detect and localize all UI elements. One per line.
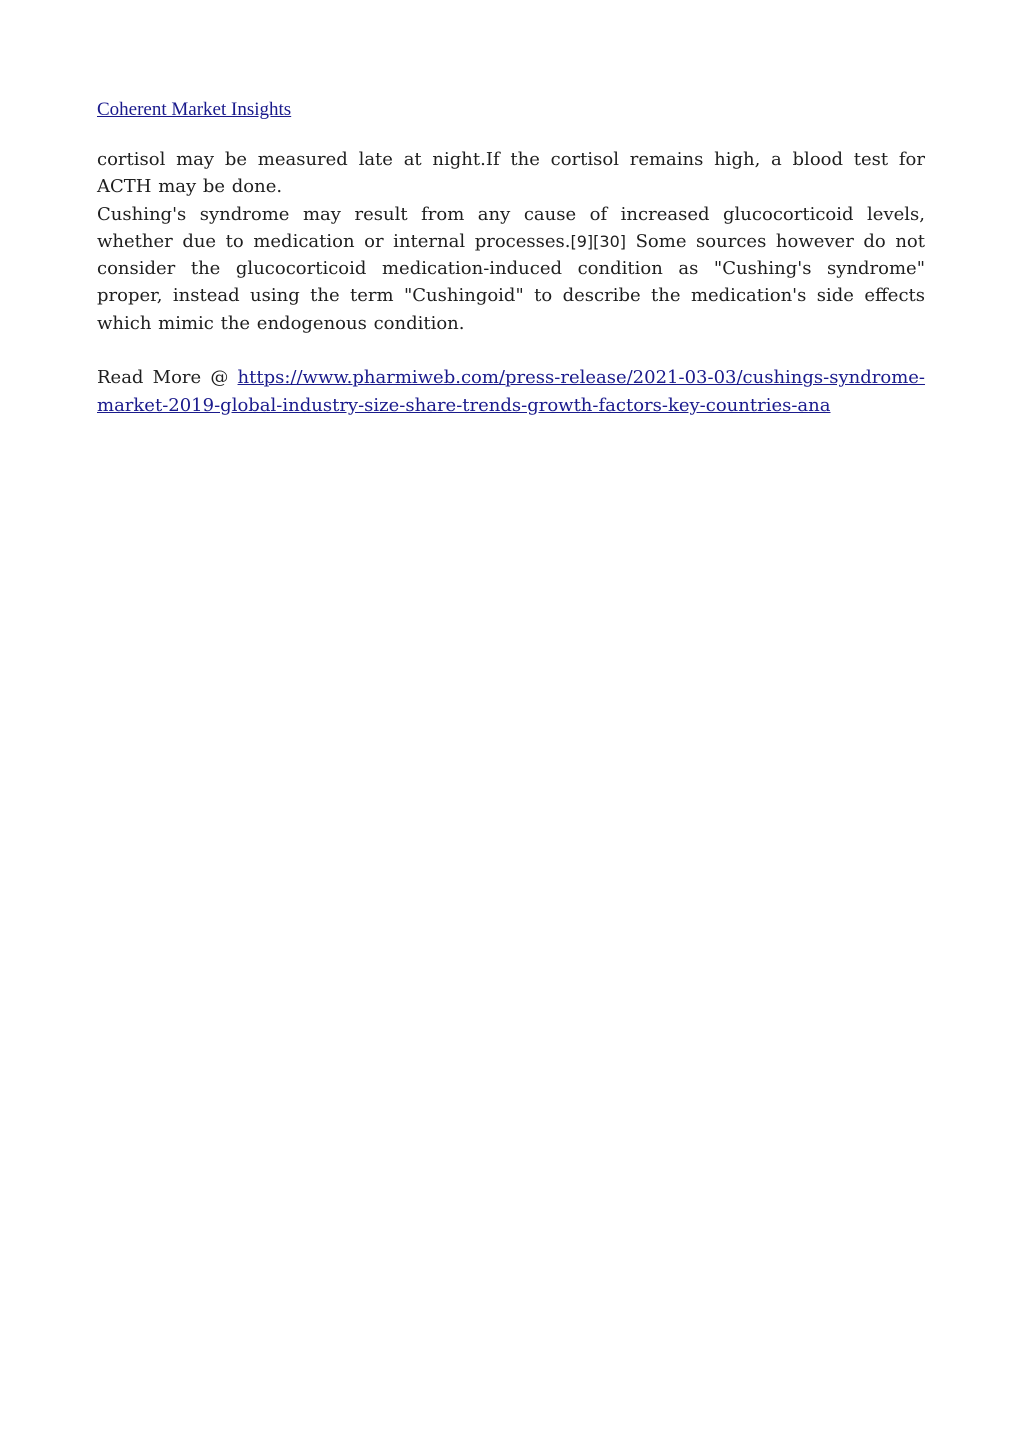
read-more-label: Read More @ xyxy=(97,367,238,389)
paragraph-cushings-text-2: Some sources however do not consider the glucocorticoid medication-induced condition as "Cushing's syndrome" proper, instead using the term "Cushingoid" to describe the medication's side effects which mimic the endogenous condition. xyxy=(97,230,926,334)
read-more-paragraph xyxy=(97,364,925,419)
paragraph-cushings xyxy=(97,201,925,337)
citation-reference: [9][30] xyxy=(570,231,626,251)
read-more-url-link[interactable]: https://www.pharmiweb.com/press-release/2021-03-03/cushings-syndrome-market-2019-global-industry-size-share-trends-growth-factors-key-countries-ana xyxy=(97,367,925,416)
paragraph-cortisol: cortisol may be measured late at night.If the cortisol remains high, a blood test for ACTH may be done. xyxy=(97,149,925,198)
paragraph-cushings-text-1: Cushing's syndrome may result from any cause of increased glucocorticoid levels, whether due to medication or internal processes. xyxy=(97,203,925,252)
document-body xyxy=(97,146,925,419)
paragraph-spacer xyxy=(97,337,925,364)
coherent-market-insights-link[interactable]: Coherent Market Insights xyxy=(97,99,292,120)
